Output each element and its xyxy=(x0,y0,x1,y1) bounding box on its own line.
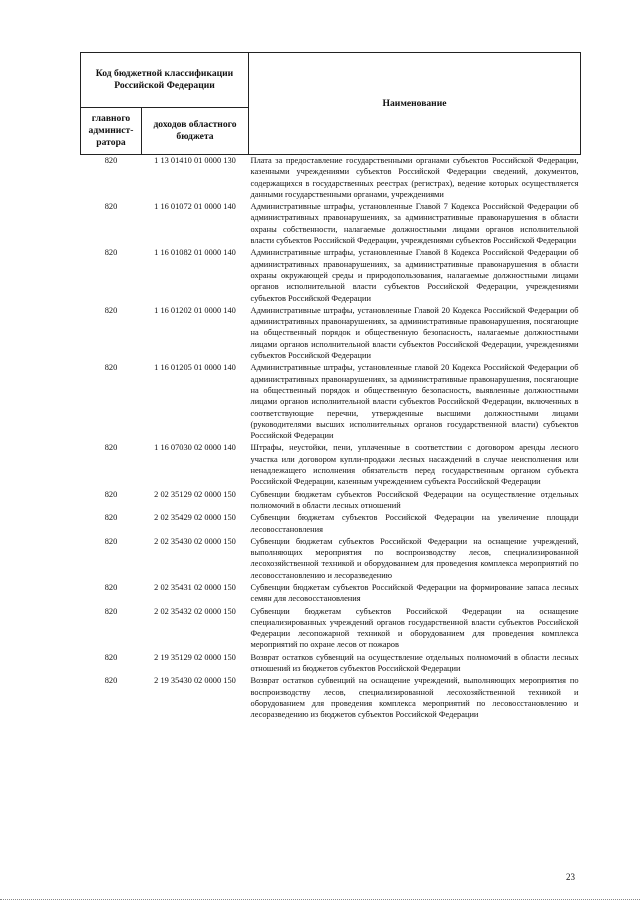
revenue-code-cell: 2 02 35431 02 0000 150 xyxy=(154,582,236,592)
admin-code-cell: 820 xyxy=(104,443,118,453)
revenue-code-cell: 2 02 35429 02 0000 150 xyxy=(154,513,236,523)
revenue-code-cell: 1 16 01205 01 0000 140 xyxy=(154,363,236,373)
name-cell: Штрафы, неустойки, пени, уплаченные в соответствии с договором аренды лесного участка или договором купли-продажи лесных насаждений в случае неисполнения или ненадлежащего исполнения обязательств перед государственным органом субъекта Российской Федерации, казенным учреждением субъекта Российской Федерации xyxy=(250,443,579,487)
admin-code-cell: 820 xyxy=(104,363,118,373)
name-cell: Субвенции бюджетам субъектов Российской Федерации на формирование запаса лесных семян для лесовосстановления xyxy=(250,582,579,604)
admin-code-cell: 820 xyxy=(104,513,118,523)
table-row xyxy=(81,675,581,721)
budget-classification-table xyxy=(80,52,581,722)
table-row xyxy=(81,305,581,362)
admin-code-cell: 820 xyxy=(104,582,118,592)
name-cell: Возврат остатков субвенций на оснащение учреждений, выполняющих мероприятия по воспроизводству лесов, специализированной лесохозяйственной техникой и оборудованием для проведения комплекса мероприятий по лесовосстановлению и лесоразведению из бюджетов субъектов Российской Федерации xyxy=(250,676,579,720)
table-row xyxy=(81,489,581,513)
admin-code-cell: 820 xyxy=(104,305,118,315)
name-cell: Административные штрафы, установленные главой 20 Кодекса Российской Федерации об административных правонарушениях, за административные правонарушения, посягающие на общественный порядок и общественную безопасность, выявленные должностными лицами органов исполнительной власти субъектов Российской Федерации, включенных в соответствующие перечни, утвержденные высшими должностными лицами (руководителями высших исполнительных органов государственной власти) субъектов Российской Федерации xyxy=(250,363,579,441)
admin-code-cell: 820 xyxy=(104,156,118,165)
revenue-code-cell: 2 02 35430 02 0000 150 xyxy=(154,536,236,546)
name-cell: Административные штрафы, установленные Главой 8 Кодекса Российской Федерации об административных правонарушениях, за административные правонарушения в области охраны окружающей среды и природопользования, налагаемые должностными лицами органов исполнительной власти субъектов Российской Федерации, учреждениями субъектов Российской Федерации xyxy=(250,248,579,303)
name-cell: Субвенции бюджетам субъектов Российской Федерации на увеличение площади лесовосстановления xyxy=(250,513,579,534)
page-number: 23 xyxy=(566,872,575,882)
table-row xyxy=(81,362,581,442)
admin-code-cell: 820 xyxy=(104,676,118,686)
name-cell: Административные штрафы, установленные Главой 20 Кодекса Российской Федерации об административных правонарушениях, за административные правонарушения, посягающие на общественный порядок и общественную безопасность, налагаемые должностными лицами органов исполнительной власти субъектов Российской Федерации, учреждениями субъектов Российской Федерации xyxy=(250,305,579,361)
admin-code-cell: 820 xyxy=(104,248,118,258)
name-cell: Возврат остатков субвенций на осуществление отдельных полномочий в области лесных отношений из бюджетов субъектов Российской Федерации xyxy=(250,652,579,674)
table-row xyxy=(81,201,581,247)
header-name: Наименование xyxy=(249,53,581,155)
scan-edge-line xyxy=(0,899,640,903)
header-code-group: Код бюджетной классификации Российской Федерации xyxy=(81,53,249,108)
revenue-code-cell: 1 16 01202 01 0000 140 xyxy=(154,305,236,315)
table-row xyxy=(81,606,581,652)
revenue-code-cell: 2 02 35129 02 0000 150 xyxy=(154,489,236,499)
admin-code-cell: 820 xyxy=(104,606,118,616)
table-row xyxy=(81,247,581,304)
admin-code-cell: 820 xyxy=(104,652,118,662)
table-row xyxy=(81,652,581,676)
admin-code-cell: 820 xyxy=(104,202,118,212)
name-cell: Плата за предоставление государственными органами субъектов Российской Федерации, казенными учреждениями субъектов Российской Федерации сведений, документов, содержащихся в государственных реестрах (регистрах), ведение которых осуществляется данными государственными органами, учреждениями xyxy=(250,156,579,199)
name-cell: Субвенции бюджетам субъектов Российской Федерации на оснащение учреждений, выполняющих мероприятия по воспроизводству лесов, специализированной лесохозяйственной техникой и оборудованием для проведения комплекса мероприятий по лесовосстановлению и лесоразведению xyxy=(250,536,579,580)
revenue-code-cell: 2 02 35432 02 0000 150 xyxy=(154,606,236,616)
table-row xyxy=(81,512,581,536)
table-row xyxy=(81,442,581,488)
table-row xyxy=(81,582,581,606)
name-cell: Субвенции бюджетам субъектов Российской Федерации на оснащение специализированных учреждений органов государственной власти субъектов Российской Федерации лесопожарной техникой и оборудованием для проведения комплекса мероприятий по охране лесов от пожаров xyxy=(250,606,579,650)
header-revenue: доходов областного бюджета xyxy=(142,108,249,155)
name-cell: Субвенции бюджетам субъектов Российской Федерации на осуществление отдельных полномочий в области лесных отношений xyxy=(250,489,579,510)
name-cell: Административные штрафы, установленные Главой 7 Кодекса Российской Федерации об административных правонарушениях, за административные правонарушения в области охраны собственности, налагаемые должностными лицами органов исполнительной власти субъектов Российской Федерации, учреждениями субъектов Российской Федерации xyxy=(250,202,579,246)
admin-code-cell: 820 xyxy=(104,489,118,499)
revenue-code-cell: 1 16 01082 01 0000 140 xyxy=(154,248,236,258)
revenue-code-cell: 1 13 01410 01 0000 130 xyxy=(154,156,236,165)
table-row xyxy=(81,536,581,582)
table-row xyxy=(81,155,581,202)
revenue-code-cell: 2 19 35129 02 0000 150 xyxy=(154,652,236,662)
header-admin: главного админист-ратора xyxy=(81,108,142,155)
revenue-code-cell: 1 16 07030 02 0000 140 xyxy=(154,443,236,453)
revenue-code-cell: 1 16 01072 01 0000 140 xyxy=(154,202,236,212)
revenue-code-cell: 2 19 35430 02 0000 150 xyxy=(154,676,236,686)
admin-code-cell: 820 xyxy=(104,536,118,546)
